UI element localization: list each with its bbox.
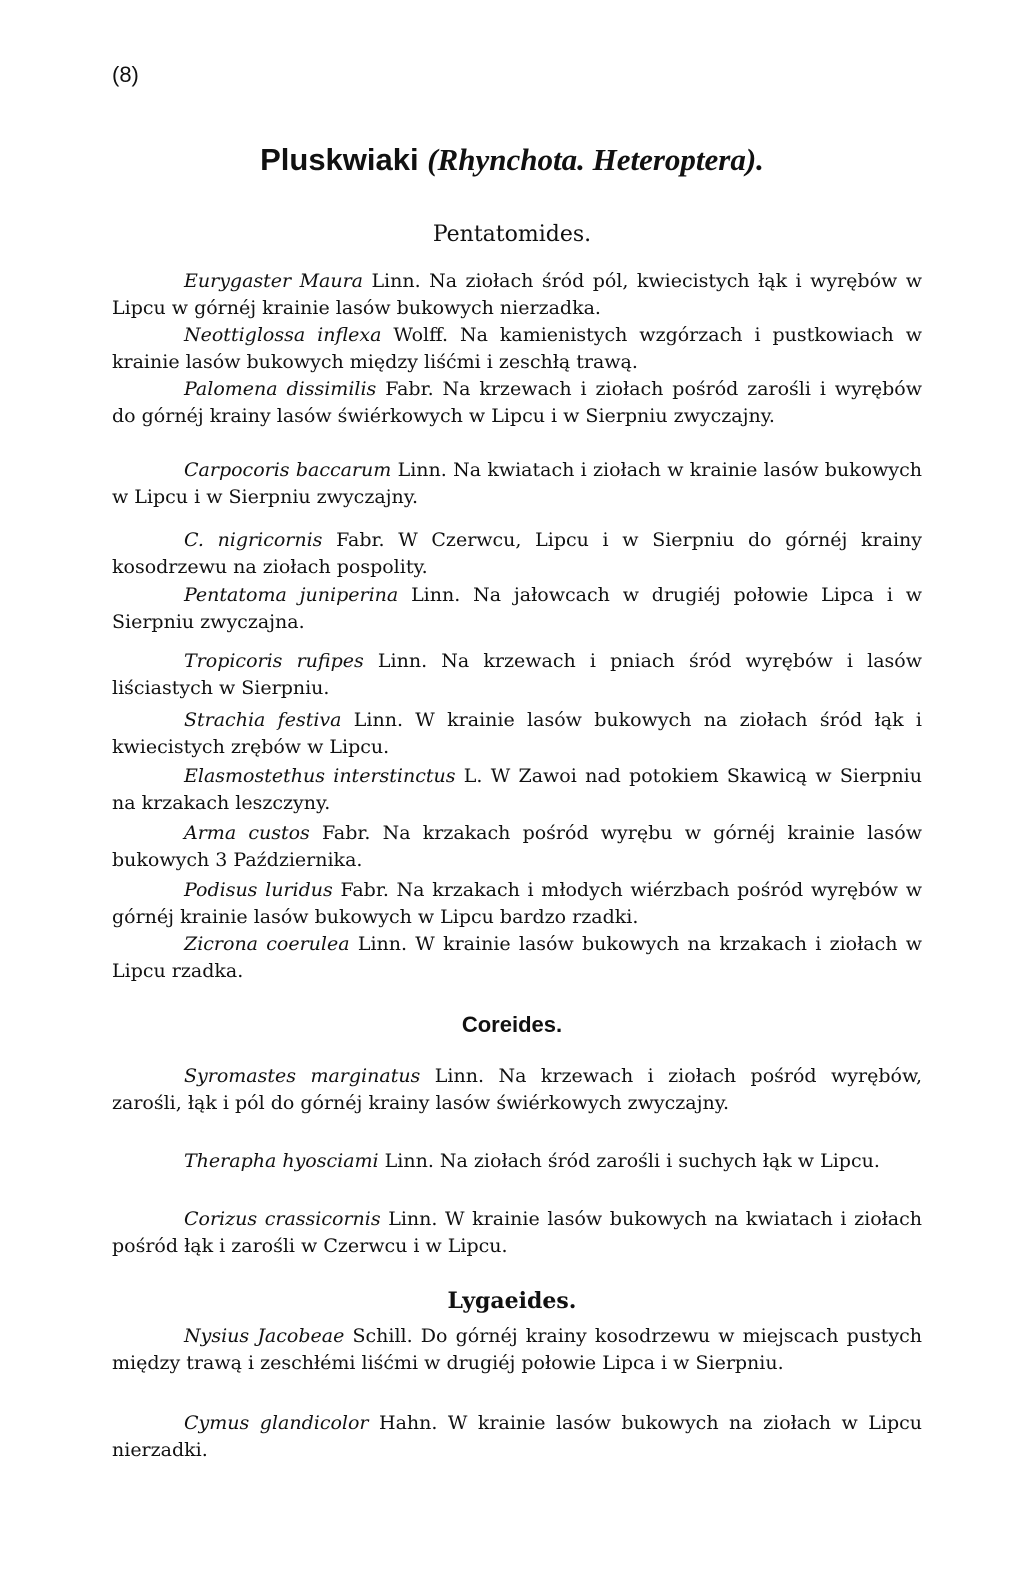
species-entry	[112, 1410, 922, 1464]
species-name: Zicrona coerulea	[184, 933, 350, 955]
section-heading-coreides: Coreides.	[461, 1012, 563, 1037]
species-entry	[112, 322, 922, 376]
species-name: Neottiglossa inflexa	[184, 324, 382, 346]
species-entry	[112, 707, 922, 761]
species-note: Fabr. Na krzewach i ziołach pośród zarośli i wyrębów do górnéj krainy lasów świérkowych w Lipcu i w Sierpniu zwyczajny.	[112, 378, 922, 427]
species-entry	[112, 877, 922, 931]
species-note: Linn. Na jałowcach w drugiéj połowie Lipca i w Sierpniu zwyczajna.	[112, 584, 923, 633]
species-note: Hahn. W krainie lasów bukowych na ziołach w Lipcu nierzadki.	[112, 1412, 922, 1461]
species-entry	[112, 1063, 922, 1117]
species-name: Syromastes marginatus	[184, 1065, 421, 1087]
species-note: Linn. Na kwiatach i ziołach w krainie lasów bukowych w Lipcu i w Sierpniu zwyczajny.	[112, 459, 922, 508]
species-name: C. nigricornis	[184, 529, 323, 551]
species-note: Linn. W krainie lasów bukowych na krzakach i ziołach w Lipcu rzadka.	[112, 933, 922, 982]
species-name: Eurygaster Maura	[184, 270, 363, 292]
species-name: Tropicoris rufipes	[184, 650, 364, 672]
species-name: Therapha hyosciami	[184, 1150, 379, 1172]
species-note: Linn. Na ziołach śród zarośli i suchych łąk w Lipcu.	[378, 1150, 880, 1172]
species-name: Cymus glandicolor	[184, 1412, 369, 1434]
species-entry	[112, 527, 922, 581]
species-name: Nysius Jacobeae	[184, 1325, 345, 1347]
species-note: Linn. Na krzewach i pniach śród wyrębów i lasów liściastych w Sierpniu.	[112, 650, 922, 699]
species-name: Arma custos	[184, 822, 310, 844]
species-note: Linn. W krainie lasów bukowych na kwiatach i ziołach pośród łąk i zarośli w Czerwcu i w Lipcu.	[112, 1208, 923, 1257]
species-note: Linn. W krainie lasów bukowych na ziołach śród łąk i kwiecistych zrębów w Lipcu.	[112, 709, 922, 758]
page-number: (8)	[112, 62, 139, 87]
species-note: Fabr. Na krzakach pośród wyrębu w górnéj krainie lasów bukowych 3 Października.	[112, 822, 923, 871]
species-entry	[112, 820, 922, 874]
species-note: Linn. Na ziołach śród pól, kwiecistych łąk i wyrębów w Lipcu w górnéj krainie lasów bukowych nierzadka.	[112, 270, 922, 319]
title-latin: (Rhynchota. Heteroptera).	[427, 142, 764, 177]
species-note: L. W Zawoi nad potokiem Skawicą w Sierpniu na krzakach leszczyny.	[112, 765, 922, 814]
species-name: Pentatoma juniperina	[184, 584, 399, 606]
species-entry	[112, 1323, 922, 1377]
species-note: Wolff. Na kamienistych wzgórzach i pustkowiach w krainie lasów bukowych między liśćmi i zeschłą trawą.	[112, 324, 922, 373]
title-polish: Pluskwiaki	[260, 142, 428, 177]
section-heading-lygaeides: Lygaeides.	[447, 1288, 577, 1314]
species-entry	[112, 457, 922, 511]
species-entry	[112, 1206, 922, 1260]
species-note: Linn. Na krzewach i ziołach pośród wyrębów, zarośli, łąk i pól do górnéj krainy lasów świérkowych zwyczajny.	[112, 1065, 922, 1114]
species-note: Schill. Do górnéj krainy kosodrzewu w miejscach pustych między trawą i zeschłémi liśćmi w drugiéj połowie Lipca i w Sierpniu.	[112, 1325, 922, 1374]
species-name: Palomena dissimilis	[184, 378, 377, 400]
species-name: Strachia festiva	[184, 709, 342, 731]
species-name: Carpocoris baccarum	[184, 459, 392, 481]
species-entry	[112, 931, 922, 985]
species-entry	[112, 582, 922, 636]
species-entry	[112, 376, 922, 430]
species-name: Elasmostethus interstinctus	[184, 765, 456, 787]
species-entry	[112, 1148, 922, 1175]
species-name: Corizus crassicornis	[184, 1208, 381, 1230]
species-note: Fabr. W Czerwcu, Lipcu i w Sierpniu do górnéj krainy kosodrzewu na ziołach pospolity.	[112, 529, 922, 578]
section-heading-pentatomides: Pentatomides.	[432, 222, 592, 247]
species-entry	[112, 268, 922, 322]
species-name: Podisus luridus	[184, 879, 333, 901]
species-entry	[112, 763, 922, 817]
page-title	[0, 142, 1024, 178]
species-note: Fabr. Na krzakach i młodych wiérzbach pośród wyrębów w górnéj krainie lasów bukowych w Lipcu bardzo rzadki.	[112, 879, 922, 928]
species-entry	[112, 648, 922, 702]
